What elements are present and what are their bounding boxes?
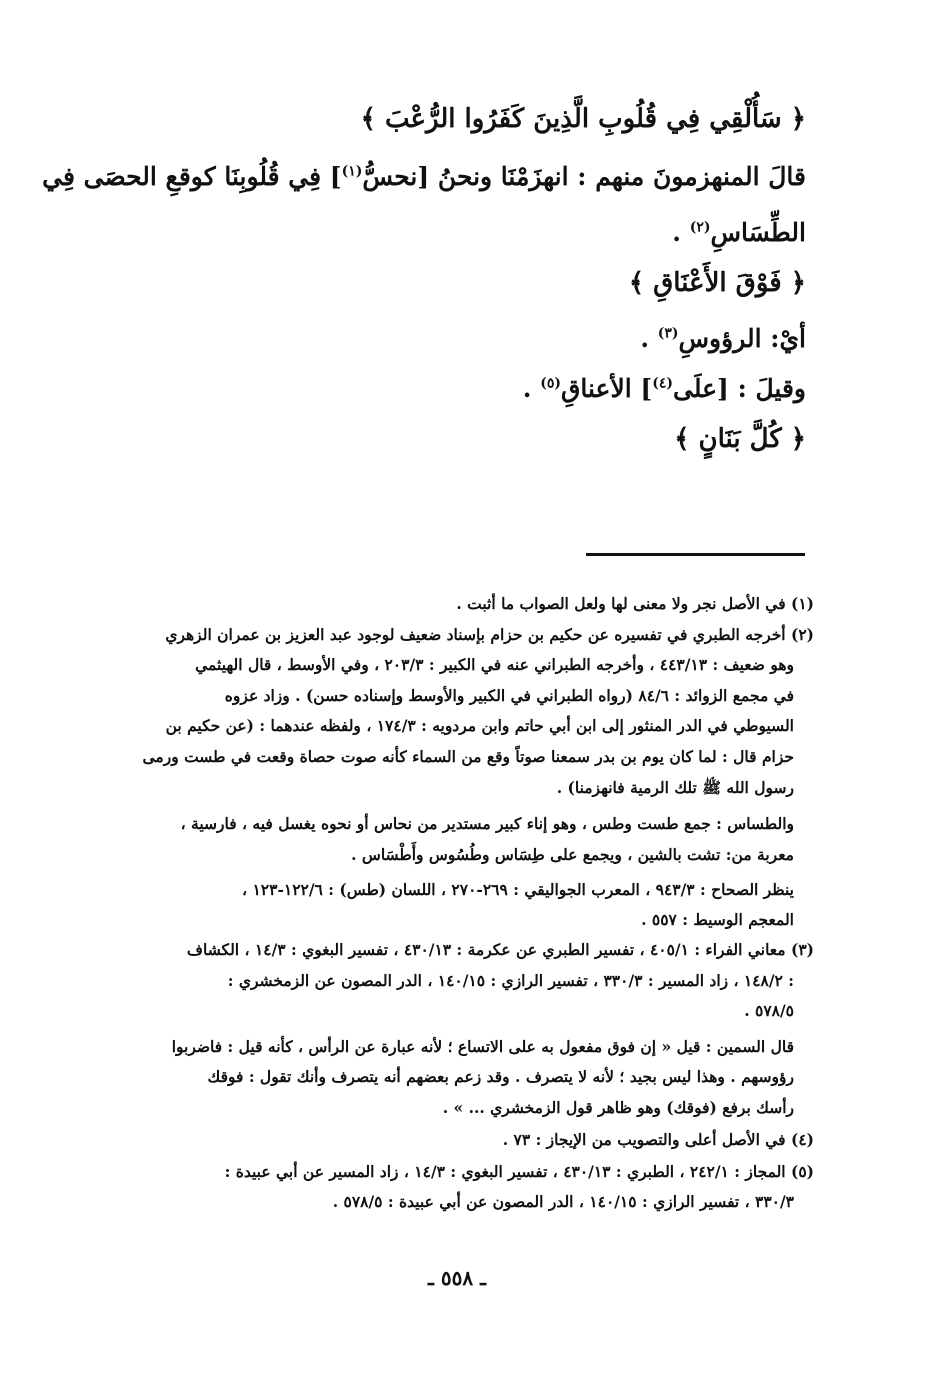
footnote-line: في مجمع الزوائد : ٨٤/٦ (رواه الطبراني في الكبير والأوسط وإسناده حسن) . وزاد عزوه [224,686,794,705]
text-line-4-part-a: وقيلَ : [علَى [673,374,806,403]
footnote-line: (١) في الأصل نجر ولا معنى لها ولعل الصواب ما أثبت . [456,594,814,613]
footnote-line: (٢) أخرجه الطبري في تفسيره عن حكيم بن حزام بإسناد ضعيف لوجود عبد العزيز بن عمران الزهري [165,625,814,644]
footnote-line: (٣) معاني الفراء : ٤٠٥/١ ، تفسير الطبري عن عكرمة : ٤٣٠/١٣ ، تفسير البغوي : ١٤/٣ ، الكشاف [186,940,814,959]
footnote-line: ٣٣٠/٣ ، تفسير الرازي : ١٤٠/١٥ ، الدر المصون عن أبي عبيدة : ٥٧٨/٥ . [332,1192,794,1211]
quran-verse-2: ﴿ فَوْقَ الأَعْنَاقِ ﴾ [628,268,806,298]
footnote-line: المعجم الوسيط : ٥٥٧ . [641,910,794,929]
footnote-line: قال السمين : قيل « إن فوق مفعول به على الاتساع ؛ لأنه عبارة عن الرأس ، كأنه قيل : فاضربوا [171,1037,794,1056]
text-line-4-part-b: ] الأعناقِ [561,374,653,403]
text-line-4 [523,374,806,403]
text-line-1-part-b: ] فِي قُلُوبِنَا كوقعِ الحصَى فِي [42,162,342,191]
text-line-1-part-a: قالَ المنهزمونَ منهم : انهزَمْنَا ونحنُ [نحسُّ [362,162,806,191]
text-line-3 [640,324,806,353]
footnote-line: رأسك برفع (فوقك) وهو ظاهر قول الزمخشري ... » . [442,1098,794,1117]
text-line-2-end: . [672,218,690,247]
footnote-line: رؤوسهم . وهذا ليس بجيد ؛ لأنه لا يتصرف . وقد زعم بعضهم أنه يتصرف وأنك تقول : فوقك [207,1067,794,1086]
footnote-line: ٥٧٨/٥ . [744,1001,794,1020]
text-line-1 [42,162,806,191]
footnote-line: : ١٤٨/٢ ، زاد المسير : ٣٣٠/٣ ، تفسير الرازي : ١٤٠/١٥ ، الدر المصون عن الزمخشري : [227,971,794,990]
footnote-line: ينظر الصحاح : ٩٤٣/٣ ، المعرب الجواليقي : ٢٦٩-٢٧٠ ، اللسان (طس) : ١٢٢/٦-١٢٣ ، [242,880,794,899]
footnote-ref-1[interactable]: (١) [341,163,363,180]
text-line-3-end: . [640,324,658,353]
footnote-ref-4[interactable]: (٤) [652,375,673,392]
footnote-line: (٤) في الأصل أعلى والتصويب من الإيجاز : ٧٣ . [502,1130,814,1149]
footnote-line: رسول الله ﷺ تلك الرمية فانهزمنا) . [556,778,794,797]
footnote-divider [586,553,805,556]
footnote-ref-2[interactable]: (٢) [689,219,711,236]
text-line-4-end: . [522,374,541,403]
footnote-ref-3[interactable]: (٣) [657,325,679,342]
footnote-line: حزام قال : لما كان يوم بن بدر سمعنا صوتاً وقع من السماء كأنه صوت حصاة وقعت في طست ورمى [142,747,794,766]
footnote-line: (٥) المجاز : ٢٤٢/١ ، الطبري : ٤٣٠/١٣ ، تفسير البغوي : ١٤/٣ ، زاد المسير عن أبي عبيدة : [224,1162,814,1181]
footnote-line: معربة من: تشت بالشين ، ويجمع على طِسَاس وطُسُوس وأَطْسَاس . [351,845,794,864]
text-line-2-word: الطِّسَاسِ [710,218,806,247]
page-number: ـ ٥٥٨ ـ [428,1266,486,1290]
footnote-line: والطساس : جمع طست وطس ، وهو إناء كبير مستدير من نحاس أو نحوه يغسل فيه ، فارسية ، [180,814,794,833]
footnote-line: السيوطي في الدر المنثور إلى ابن أبي حاتم وابن مردويه : ١٧٤/٣ ، ولفظه عندهما : (عن حكيم بن [165,716,794,735]
footnote-ref-5[interactable]: (٥) [540,375,561,392]
text-line-3-word: أيْ: الرؤوسِ [678,324,806,353]
footnote-line: وهو ضعيف : ٤٤٣/١٣ ، وأخرجه الطبراني عنه في الكبير : ٢٠٣/٣ ، وفي الأوسط ، قال الهيثمي [195,655,794,674]
quran-verse-3: ﴿ كُلَّ بَنَانٍ ﴾ [674,424,806,454]
text-line-2 [672,218,806,247]
quran-verse-1: ﴿ سَأُلْقِي فِي قُلُوبِ الَّذِينَ كَفَرُوا الرُّعْبَ ﴾ [360,104,806,134]
